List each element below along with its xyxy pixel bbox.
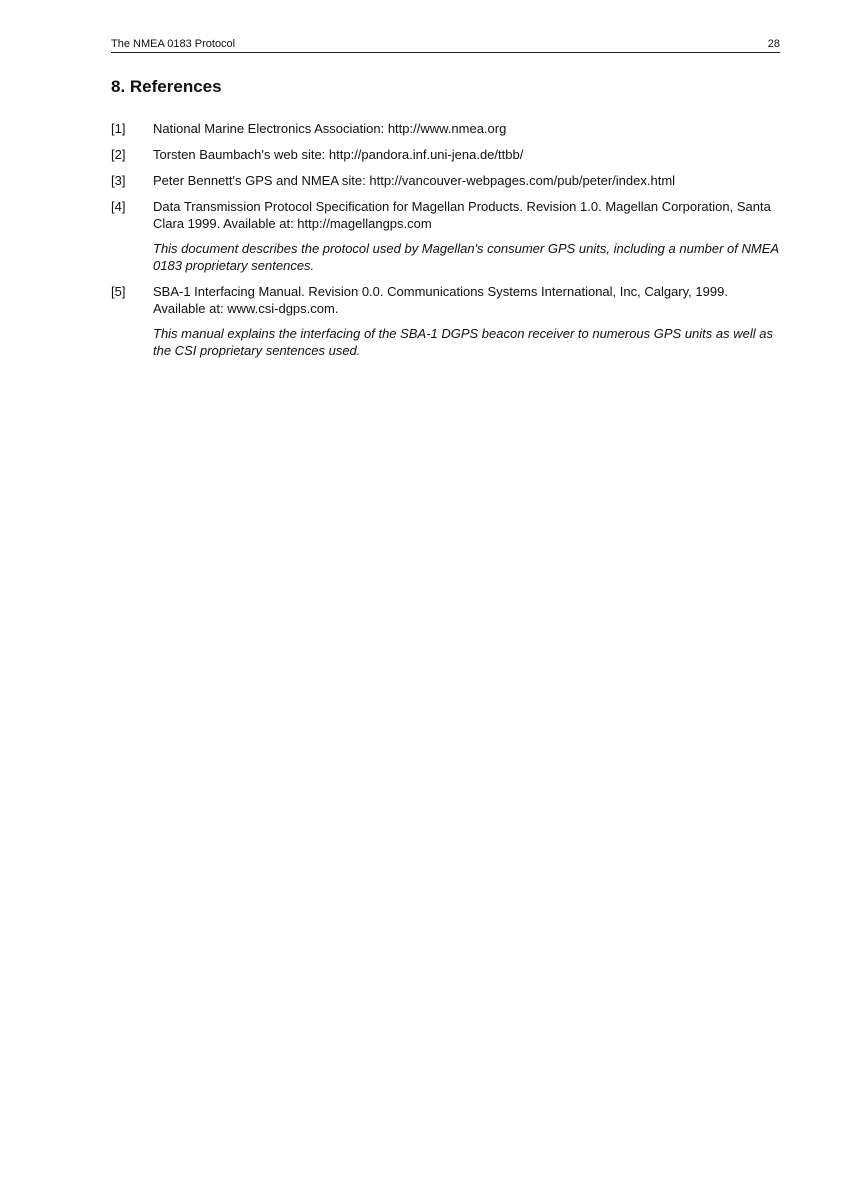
page-number: 28 bbox=[767, 38, 780, 50]
reference-number: [5] bbox=[111, 284, 126, 299]
header-title: The NMEA 0183 Protocol bbox=[111, 38, 236, 50]
reference-number: [1] bbox=[111, 121, 126, 136]
reference-note: This manual explains the interfacing of the SBA-1 DGPS beacon receiver to numerous GPS units as well as the CSI proprietary sentences used. bbox=[153, 326, 773, 358]
reference-number: [3] bbox=[111, 173, 126, 188]
reference-note: This document describes the protocol used by Magellan's consumer GPS units, including a number of NMEA 0183 proprietary sentences. bbox=[153, 241, 779, 273]
reference-number: [4] bbox=[111, 199, 126, 214]
reference-number: [2] bbox=[111, 147, 126, 162]
reference-item bbox=[111, 198, 780, 274]
page-header bbox=[111, 38, 780, 53]
reference-item bbox=[111, 172, 780, 189]
reference-item bbox=[111, 120, 780, 137]
reference-list bbox=[111, 120, 780, 368]
reference-text: Peter Bennett's GPS and NMEA site: http://vancouver-webpages.com/pub/peter/index.html bbox=[153, 173, 676, 188]
reference-item bbox=[111, 283, 780, 359]
reference-text: National Marine Electronics Association: http://www.nmea.org bbox=[153, 121, 507, 136]
reference-item bbox=[111, 146, 780, 163]
reference-text: SBA-1 Interfacing Manual. Revision 0.0. Communications Systems International, Inc, Calgary, 1999. Available at: www.csi-dgps.com. bbox=[153, 284, 728, 316]
reference-text: Data Transmission Protocol Specification for Magellan Products. Revision 1.0. Magellan Corporation, Santa Clara 1999. Available at: http://magellangps.com bbox=[153, 199, 771, 231]
section-heading: 8. References bbox=[111, 77, 222, 96]
reference-text: Torsten Baumbach's web site: http://pandora.inf.uni-jena.de/ttbb/ bbox=[153, 147, 524, 162]
